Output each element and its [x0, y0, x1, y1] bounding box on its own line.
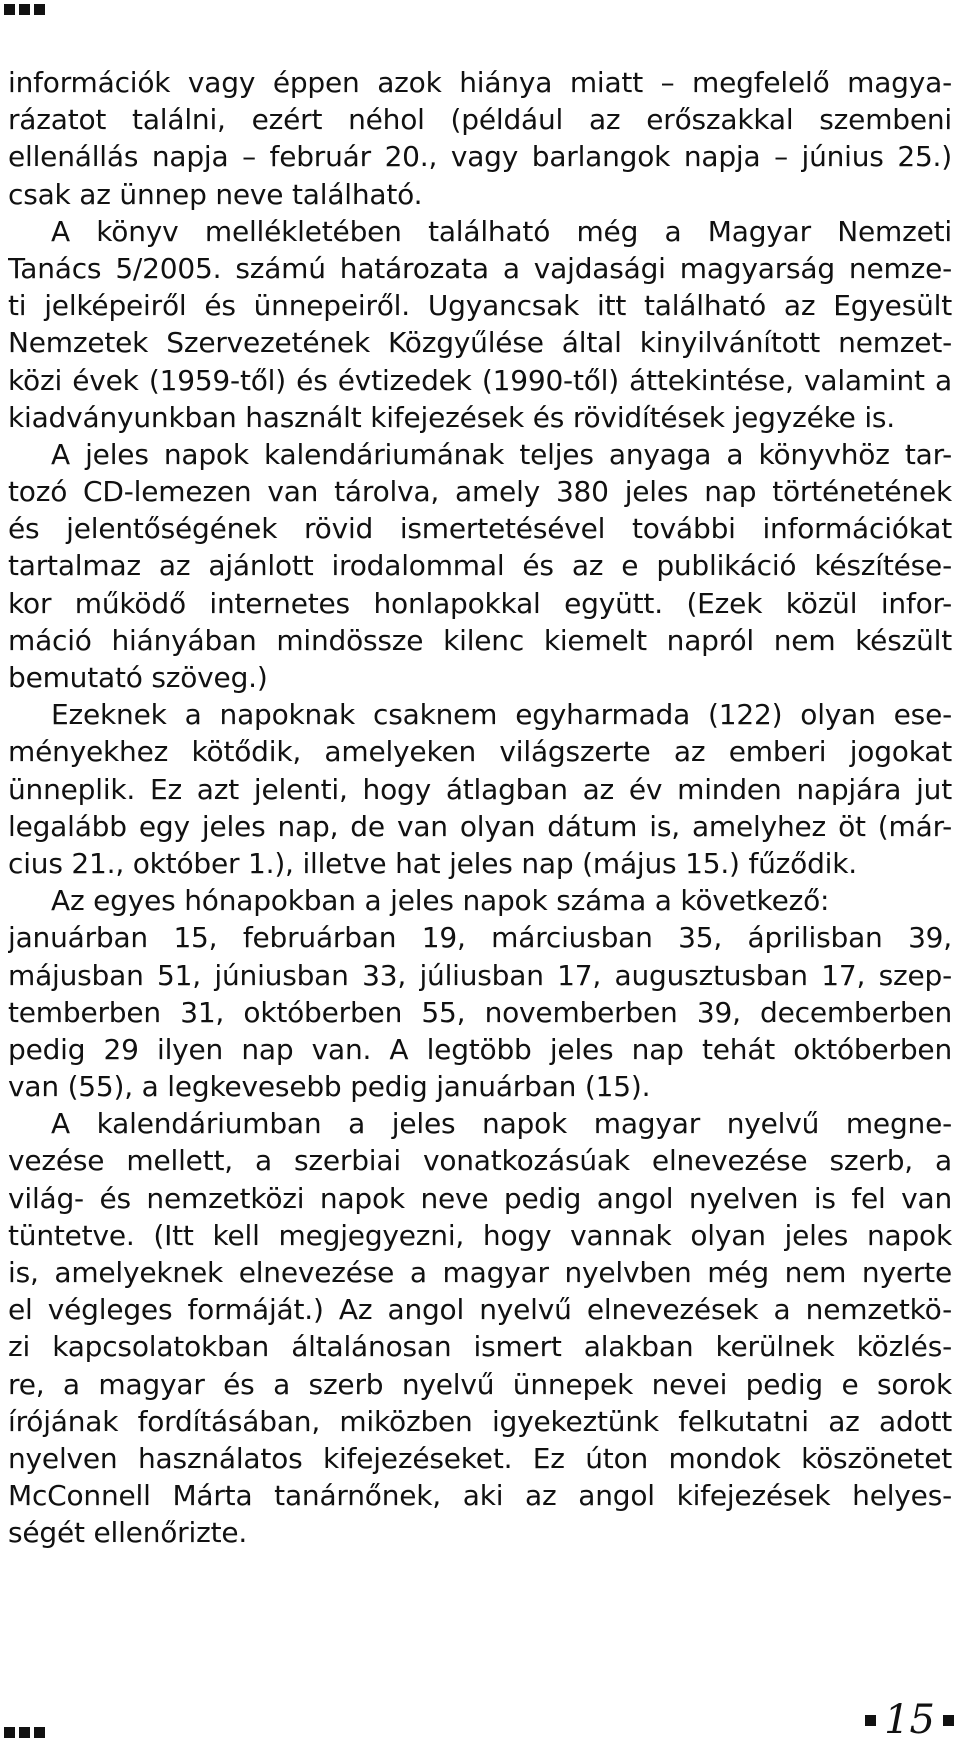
text-line: el végleges formáját.) Az angol nyelvű elnevezések a nemzetkö- [8, 1293, 952, 1327]
text-line: ellenállás napja – február 20., vagy barlangok napja – június 25.) [8, 140, 952, 174]
text-line: máció hiányában mindössze kilenc kiemelt napról nem készült [8, 623, 952, 657]
text-line: zi kapcsolatokban általánosan ismert alakban kerülnek közlés- [8, 1330, 952, 1364]
text-line: Nemzetek Szervezetének Közgyűlése által kinyilvánított nemzet- [8, 326, 952, 360]
ornament-square-icon [4, 1727, 15, 1738]
text-line: vezése mellett, a szerbiai vonatkozásúak elnevezése szerb, a [8, 1144, 952, 1178]
bottom-ornament [4, 1727, 45, 1738]
page-number: 15 [884, 1697, 935, 1743]
ornament-square-icon [34, 4, 45, 15]
page-number-ornament [865, 1715, 876, 1726]
text-line: csak az ünnep neve található. [8, 177, 423, 211]
text-line: írójának fordításában, miközben igyekeztünk felkutatni az adott [8, 1404, 952, 1438]
text-line: Az egyes hónapokban a jeles napok száma a következő: [51, 884, 830, 918]
text-line: közi évek (1959-től) és évtizedek (1990-től) áttekintése, valamint a [8, 363, 952, 397]
ornament-square-icon [19, 1727, 30, 1738]
text-line: van (55), a legkevesebb pedig januárban (15). [8, 1070, 651, 1104]
text-line: bemutató szöveg.) [8, 661, 268, 694]
text-line: májusban 51, júniusban 33, júliusban 17, augusztusban 17, szep- [8, 958, 952, 992]
text-line: A könyv mellékletében található még a Magyar Nemzeti [51, 214, 952, 248]
text-line: cius 21., október 1.), illetve hat jeles nap (május 15.) fűződik. [8, 846, 857, 880]
text-line: ségét ellenőrizte. [8, 1516, 248, 1550]
top-ornament [4, 4, 45, 15]
text-line: temberben 31, októberben 55, novemberben 39, decemberben [8, 995, 952, 1029]
text-line: legalább egy jeles nap, de van olyan dátum is, amelyhez öt (már- [8, 809, 952, 843]
text-line: ünneplik. Ez azt jelenti, hogy átlagban az év minden napjára jut [8, 772, 952, 806]
text-line: pedig 29 ilyen nap van. A legtöbb jeles nap tehát októberben [8, 1032, 952, 1066]
ornament-square-icon [865, 1715, 876, 1726]
text-line: tüntetve. (Itt kell megjegyezni, hogy vannak olyan jeles napok [8, 1218, 952, 1252]
text-line: rázatot találni, ezért néhol (például az erőszakkal szembeni [8, 103, 952, 137]
text-line: januárban 15, februárban 19, márciusban 35, áprilisban 39, [8, 921, 952, 955]
text-line: ményekhez kötődik, amelyeken világszerte az emberi jogokat [8, 735, 952, 769]
text-line: Tanács 5/2005. számú határozata a vajdasági magyarság nemze- [8, 251, 952, 285]
text-line: A jeles napok kalendáriumának teljes anyaga a könyvhöz tar- [51, 437, 952, 471]
text-line: kiadványunkban használt kifejezések és rövidítések jegyzéke is. [8, 400, 896, 434]
ornament-square-icon [4, 4, 15, 15]
text-line: információk vagy éppen azok hiánya miatt – megfelelő magya- [8, 66, 952, 99]
text-line: re, a magyar és a szerb nyelvű ünnepek nevei pedig e sorok [8, 1367, 952, 1401]
text-line: is, amelyeknek elnevezése a magyar nyelvben még nem nyerte [8, 1256, 952, 1289]
ornament-square-icon [19, 4, 30, 15]
text-line: tozó CD-lemezen van tárolva, amely 380 jeles nap történetének [8, 475, 952, 509]
text-line: Ezeknek a napoknak csaknem egyharmada (122) olyan ese- [51, 698, 952, 732]
text-line: nyelven használatos kifejezéseket. Ez úton mondok köszönetet [8, 1441, 952, 1475]
text-line: ti jelképeiről és ünnepeiről. Ugyancsak itt található az Egyesült [8, 289, 952, 323]
text-line: kor működő internetes honlapokkal együtt. (Ezek közül infor- [8, 586, 952, 620]
body-text [8, 64, 952, 1552]
ornament-square-icon [34, 1727, 45, 1738]
text-line: A kalendáriumban a jeles napok magyar nyelvű megne- [51, 1107, 952, 1141]
text-line: és jelentőségének rövid ismertetésével további információkat [8, 512, 952, 546]
text-line: tartalmaz az ajánlott irodalommal és az e publikáció készítése- [8, 549, 952, 583]
text-line: McConnell Márta tanárnőnek, aki az angol kifejezések helyes- [8, 1479, 952, 1513]
page-footer [865, 1698, 954, 1742]
text-line: világ- és nemzetközi napok neve pedig angol nyelven is fel van [8, 1181, 952, 1215]
ornament-square-icon [943, 1715, 954, 1726]
page-number-ornament [943, 1715, 954, 1726]
